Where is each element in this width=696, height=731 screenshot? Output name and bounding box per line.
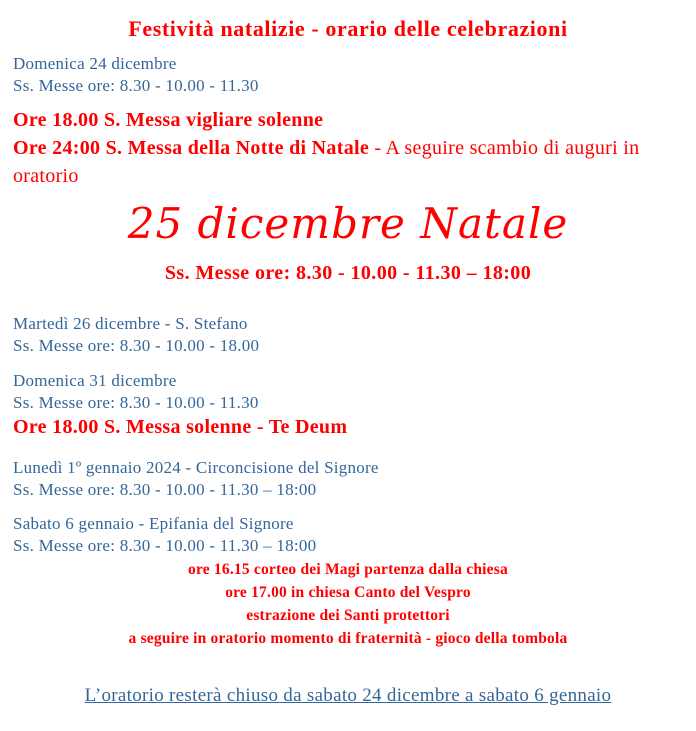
- date-line: Lunedì 1º gennaio 2024 - Circoncisione del Signore: [13, 458, 379, 477]
- entry-dec24: [13, 53, 683, 97]
- closure-notice: L’oratorio resterà chiuso da sabato 24 dicembre a sabato 6 gennaio: [84, 685, 612, 706]
- mass-times-line: Ss. Messe ore: 8.30 - 10.00 - 18.00: [13, 336, 260, 355]
- event-line: a seguire in oratorio momento di fraternità - gioco della tombola: [128, 630, 568, 647]
- entry-jan6: [13, 513, 683, 557]
- christmas-mass-times: Ss. Messe ore: 8.30 - 10.00 - 11.30 – 18:00: [164, 262, 532, 284]
- midnight-mass-bold: Ore 24:00 S. Messa della Notte di Natale: [13, 137, 370, 159]
- midnight-mass-line: [13, 134, 683, 162]
- entry-jan1: [13, 457, 683, 501]
- document-page: [0, 15, 696, 731]
- vigil-mass-line: Ore 18.00 S. Messa vigliare solenne: [13, 109, 324, 131]
- entry-dec26: [13, 313, 683, 357]
- mass-times-line: Ss. Messe ore: 8.30 - 10.00 - 11.30: [13, 76, 259, 95]
- entry-dec31: [13, 370, 683, 440]
- date-line: Domenica 31 dicembre: [13, 371, 177, 390]
- date-line: Martedì 26 dicembre - S. Stefano: [13, 314, 248, 333]
- event-line: estrazione dei Santi protettori: [246, 607, 450, 624]
- date-line: Sabato 6 gennaio - Epifania del Signore: [13, 514, 294, 533]
- mass-times-line: Ss. Messe ore: 8.30 - 10.00 - 11.30: [13, 393, 259, 412]
- event-line: ore 17.00 in chiesa Canto del Vespro: [225, 584, 471, 601]
- page-title: Festività natalizie - orario delle celebrazioni: [128, 16, 568, 41]
- christmas-heading: 25 dicembre Natale: [127, 199, 569, 248]
- midnight-mass-note: - A seguire scambio di auguri in: [369, 137, 640, 159]
- date-line: Domenica 24 dicembre: [13, 54, 177, 73]
- mass-times-line: Ss. Messe ore: 8.30 - 10.00 - 11.30 – 18:00: [13, 480, 317, 499]
- christmas-eve-masses: [13, 106, 683, 190]
- mass-times-line: Ss. Messe ore: 8.30 - 10.00 - 11.30 – 18:00: [13, 536, 317, 555]
- epiphany-events: [13, 558, 683, 650]
- te-deum-line: Ore 18.00 S. Messa solenne - Te Deum: [13, 416, 348, 438]
- event-line: ore 16.15 corteo dei Magi partenza dalla chiesa: [188, 561, 508, 578]
- midnight-mass-wrap-line: oratorio: [13, 165, 79, 187]
